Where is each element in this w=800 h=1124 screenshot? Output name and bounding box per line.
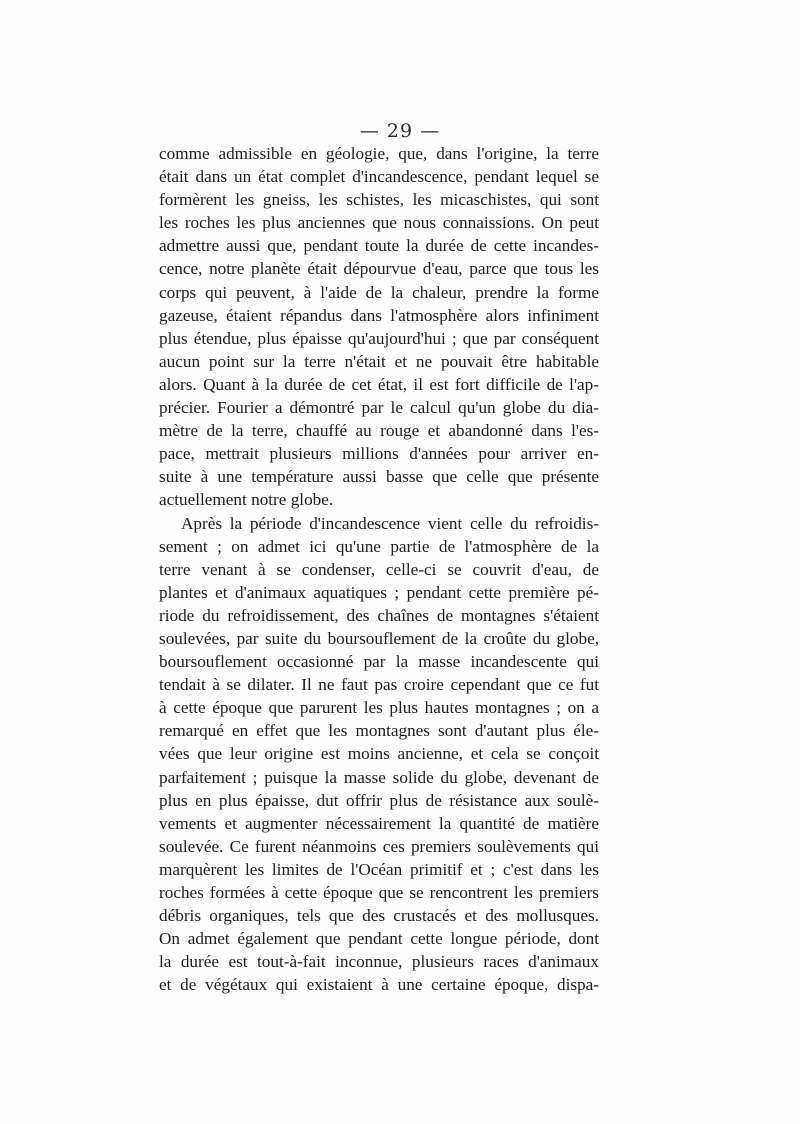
text-line: soulevées, par suite du boursouflement de la croûte du globe, (159, 628, 599, 648)
text-line: débris organiques, tels que des crustacés et des mollusques. (159, 906, 599, 926)
text-line: On admet également que pendant cette longue période, dont (159, 929, 599, 949)
text-line: plus en plus épaisse, dut offrir plus de résistance aux soulè- (159, 790, 599, 810)
paragraph-start-line: Après la période d'incandescence vient celle du refroidis- (181, 513, 599, 533)
text-line: et de végétaux qui existaient à une certaine époque, dispa- (159, 975, 599, 995)
text-line: les roches les plus anciennes que nous connaissions. On peut (159, 213, 599, 233)
text-line: vements et augmenter nécessairement la quantité de matière (159, 813, 599, 833)
text-line: plantes et d'animaux aquatiques ; pendant cette première pé- (159, 582, 599, 602)
text-line: terre venant à se condenser, celle-ci se couvrit d'eau, de (159, 559, 599, 579)
text-line: aucun point sur la terre n'était et ne pouvait être habitable (159, 351, 599, 371)
text-line: mètre de la terre, chauffé au rouge et abandonné dans l'es- (159, 421, 599, 441)
text-line: était dans un état complet d'incandescence, pendant lequel se (159, 167, 599, 187)
text-line: comme admissible en géologie, que, dans l'origine, la terre (159, 144, 599, 163)
body-text (159, 142, 599, 996)
text-line: vées que leur origine est moins ancienne, et cela se conçoit (159, 744, 599, 764)
text-line: pace, mettrait plusieurs millions d'années pour arriver en- (159, 444, 599, 464)
text-line: cence, notre planète était dépourvue d'eau, parce que tous les (159, 259, 599, 279)
text-line: parfaitement ; puisque la masse solide du globe, devenant de (159, 767, 599, 787)
text-line: suite à une température aussi basse que celle que présente (159, 467, 599, 487)
text-line: gazeuse, étaient répandus dans l'atmosphère alors infiniment (159, 305, 599, 325)
text-line: précier. Fourier a démontré par le calcul qu'un globe du dia- (159, 398, 599, 418)
text-line: plus étendue, plus épaisse qu'aujourd'hui ; que par conséquent (159, 328, 599, 348)
text-line: marquèrent les limites de l'Océan primitif et ; c'est dans les (159, 859, 599, 879)
text-line: corps qui peuvent, à l'aide de la chaleur, prendre la forme (159, 282, 599, 302)
text-line: sement ; on admet ici qu'une partie de l'atmosphère de la (159, 536, 599, 556)
text-line: soulevée. Ce furent néanmoins ces premiers soulèvements qui (159, 836, 599, 856)
text-line: à cette époque que parurent les plus hautes montagnes ; on a (159, 698, 599, 718)
text-line: la durée est tout-à-fait inconnue, plusieurs races d'animaux (159, 952, 599, 972)
text-line: admettre aussi que, pendant toute la durée de cette incandes- (159, 236, 599, 256)
text-line: roches formées à cette époque que se rencontrent les premiers (159, 883, 599, 902)
text-line: alors. Quant à la durée de cet état, il est fort difficile de l'ap- (159, 374, 599, 394)
text-line: tendait à se dilater. Il ne faut pas croire cependant que ce fut (159, 675, 599, 695)
paragraph-end-line: actuellement notre globe. (159, 490, 334, 510)
text-line: riode du refroidissement, des chaînes de montagnes s'étaient (159, 605, 599, 625)
text-line: remarqué en effet que les montagnes sont d'autant plus éle- (159, 721, 599, 741)
page-number: — 29 — (359, 120, 441, 142)
text-line: formèrent les gneiss, les schistes, les micaschistes, qui sont (159, 190, 599, 210)
text-line: boursouflement occasionné par la masse incandescente qui (159, 652, 599, 672)
